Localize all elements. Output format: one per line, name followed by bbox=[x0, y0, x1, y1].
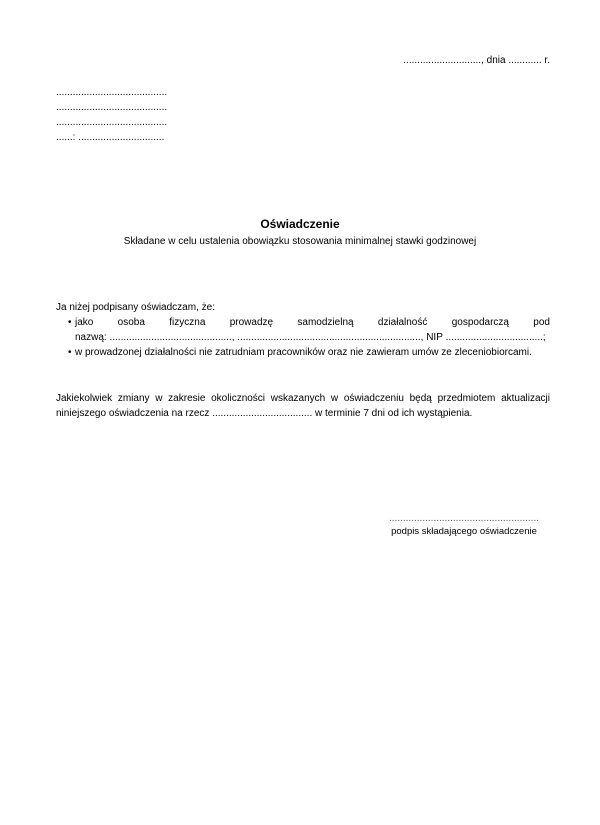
signature-block bbox=[378, 513, 550, 538]
addressee-line: ........................................ bbox=[56, 117, 168, 128]
document-subtitle: Składane w celu ustalenia obowiązku stosowania minimalnej stawki godzinowej bbox=[123, 236, 477, 247]
declaration-bullet-text: w prowadzonej działalności nie zatrudniam pracowników oraz nie zawieram umów ze zleceniobiorcami. bbox=[75, 347, 532, 358]
addressee-line: ........................................ bbox=[56, 87, 168, 98]
bullet-icon: • bbox=[68, 347, 72, 358]
bullet-icon: • bbox=[68, 317, 72, 328]
document-title: Oświadczenie bbox=[260, 217, 340, 231]
declaration-bullet-text: jako osoba fizyczna prowadzę samodzielną działalność gospodarczą pod nazwą: ............................................, .................................................................., NIP ...................................; bbox=[75, 317, 550, 343]
addressee-line: ......: ............................... bbox=[56, 132, 165, 143]
declaration-bullet-no-employees bbox=[56, 345, 550, 360]
declaration-bullet-business bbox=[56, 315, 550, 345]
title-block bbox=[0, 217, 600, 248]
addressee-line: ........................................ bbox=[56, 102, 168, 113]
declaration-section bbox=[56, 300, 550, 360]
signature-dotted-line: ...................................................... bbox=[388, 513, 540, 524]
signature-label: podpis składającego oświadczenie bbox=[391, 526, 537, 537]
addressee-block bbox=[56, 85, 167, 145]
date-place-line: ............................, dnia ............ r. bbox=[403, 55, 550, 66]
update-obligation-paragraph: Jakiekolwiek zmiany w zakresie okoliczności wskazanych w oświadczeniu będą przedmiotem aktualizacji niniejszego oświadczenia na rzecz .................................... w terminie 7 dni od ich wystąpienia. bbox=[56, 393, 550, 419]
declaration-intro: Ja niżej podpisany oświadczam, że: bbox=[56, 302, 215, 313]
